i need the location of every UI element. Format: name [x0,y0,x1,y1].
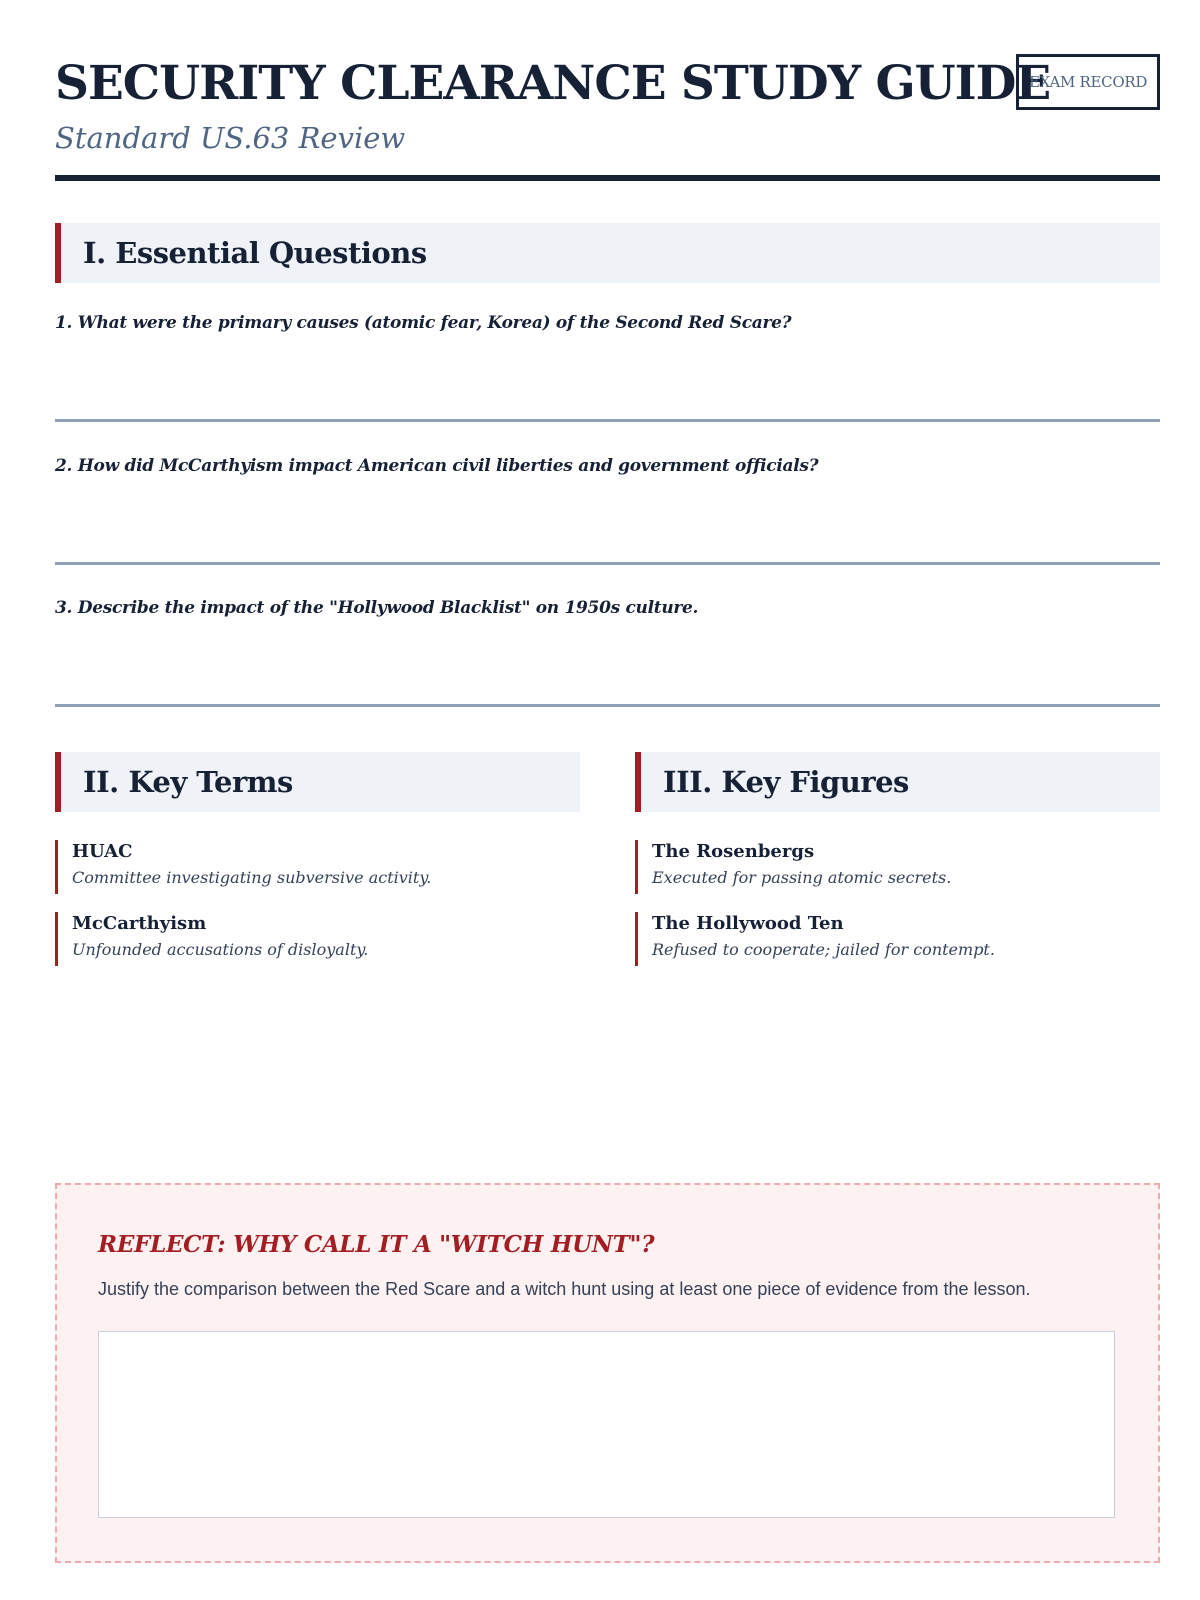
key-terms-header [55,752,580,812]
header-divider [55,175,1160,181]
answer-line[interactable] [55,704,1160,707]
key-term-description: Unfounded accusations of disloyalty. [72,940,369,959]
key-figure-item [635,840,1160,894]
key-figure-description: Executed for passing atomic secrets. [652,868,952,887]
key-term-item [55,840,580,894]
question-text: 3. Describe the impact of the "Hollywood Blacklist" on 1950s culture. [55,598,699,618]
question-text: 1. What were the primary causes (atomic fear, Korea) of the Second Red Scare? [55,313,792,333]
key-term-name: McCarthyism [72,913,207,934]
question-item [55,313,1160,433]
key-term-description: Committee investigating subversive activity. [72,868,432,887]
reflect-prompt: Justify the comparison between the Red Scare and a witch hunt using at least one piece of evidence from the lesson. [98,1279,1031,1299]
question-item [55,598,1160,718]
exam-record-badge: EXAM RECORD [1016,54,1160,110]
key-figure-name: The Rosenbergs [652,841,815,862]
key-term-name: HUAC [72,841,133,862]
question-text: 2. How did McCarthyism impact American civil liberties and government officials? [55,456,819,476]
essential-questions-header [55,223,1160,283]
study-guide-page [55,0,1160,1299]
key-figure-item [635,912,1160,966]
key-terms-heading: II. Key Terms [83,765,293,799]
answer-line[interactable] [55,419,1160,422]
page-subtitle: Standard US.63 Review [55,121,406,155]
key-term-item [55,912,580,966]
reflect-box [55,1183,1160,1563]
page-title: SECURITY CLEARANCE STUDY GUIDE [55,56,1051,111]
key-figure-name: The Hollywood Ten [652,913,844,934]
key-figures-heading: III. Key Figures [663,765,909,799]
reflect-title: REFLECT: WHY CALL IT A "WITCH HUNT"? [98,1231,655,1258]
key-figure-description: Refused to cooperate; jailed for contempt. [652,940,995,959]
essential-questions-heading: I. Essential Questions [83,236,427,270]
page-header [55,0,1160,180]
key-figures-header [635,752,1160,812]
reflect-answer-field[interactable] [98,1331,1115,1518]
answer-line[interactable] [55,562,1160,565]
question-item [55,456,1160,576]
